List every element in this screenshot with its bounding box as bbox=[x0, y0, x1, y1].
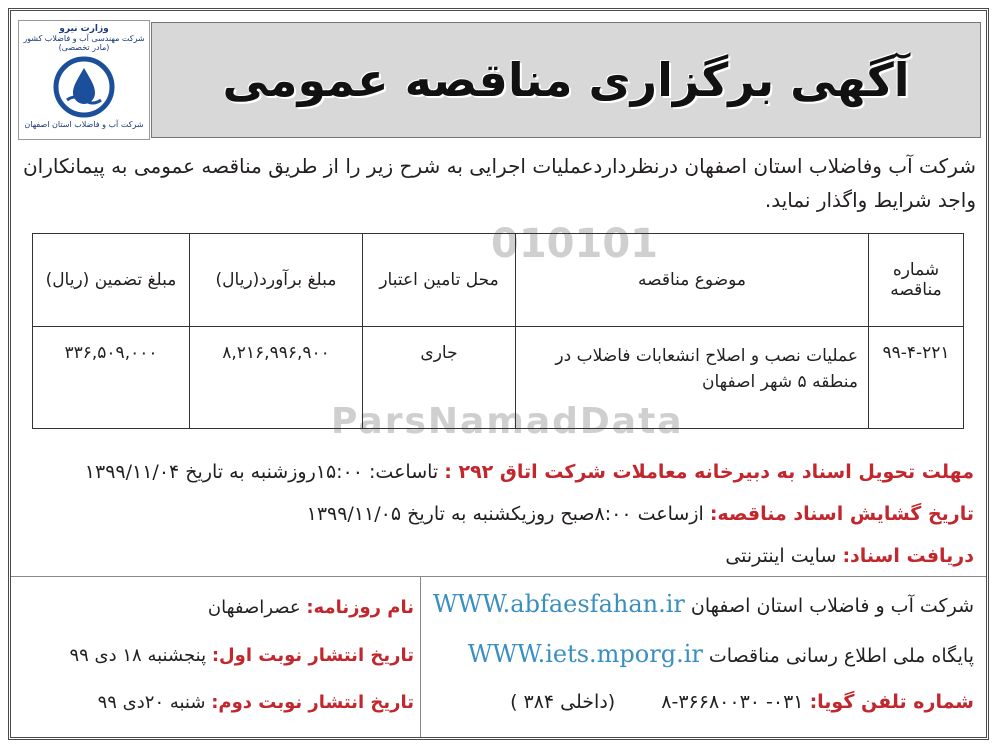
notice-header bbox=[16, 16, 981, 144]
first-publication-date: پنجشنبه ۱۸ دی ۹۹ bbox=[69, 645, 207, 666]
opening-value: ازساعت ۸:۰۰صبح روزیکشنبه به تاریخ ۱۳۹۹/۱۱/۰۵ bbox=[306, 503, 704, 525]
phone-label: شماره تلفن گویا: bbox=[809, 691, 974, 713]
newspaper-name: عصراصفهان bbox=[207, 597, 301, 618]
receive-label: دریافت اسناد: bbox=[842, 545, 974, 567]
site-name-2: پایگاه ملی اطلاع رسانی مناقصات bbox=[708, 645, 974, 667]
receive-line bbox=[725, 541, 974, 571]
second-publication-date: شنبه ۲۰دی ۹۹ bbox=[97, 692, 206, 713]
header-estimate: مبلغ برآورد(ریال) bbox=[190, 234, 363, 327]
header-topic: موضوع مناقصه bbox=[516, 234, 869, 327]
header-funding: محل تامین اعتبار bbox=[363, 234, 516, 327]
watermark-number: 010101 bbox=[491, 221, 658, 267]
logo-ministry: وزارت نیرو bbox=[59, 24, 109, 34]
deadline-value: تاساعت: ۱۵:۰۰روزشنبه به تاریخ ۱۳۹۹/۱۱/۰۴ bbox=[84, 461, 439, 483]
cell-funding: جاری bbox=[363, 327, 516, 429]
logo-parent-company: شرکت مهندسی آب و فاضلاب کشور bbox=[23, 34, 145, 43]
table-header-row bbox=[33, 234, 964, 327]
intro-paragraph: شرکت آب وفاضلاب استان اصفهان درنظرداردعملیات اجرایی به شرح زیر را از طریق مناقصه عمومی به پیمانکاران واجد شرایط واگذار نماید. bbox=[22, 154, 976, 212]
opening-line bbox=[307, 499, 974, 529]
phone-extension: (داخلی ۳۸۴ ) bbox=[510, 691, 616, 713]
second-publication-label: تاریخ انتشار نوبت دوم: bbox=[211, 692, 414, 713]
tender-table bbox=[32, 233, 964, 429]
logo-company-name: شرکت آب و فاضلاب استان اصفهان bbox=[24, 120, 144, 129]
logo-parent-note: (مادر تخصصی) bbox=[58, 43, 110, 52]
site-line-2 bbox=[468, 639, 974, 671]
tender-notice bbox=[8, 8, 989, 740]
receive-value: سایت اینترنتی bbox=[725, 545, 837, 567]
table-row bbox=[33, 327, 964, 429]
cell-guarantee: ۳۳۶,۵۰۹,۰۰۰ bbox=[33, 327, 190, 429]
cell-number: ۹۹-۴-۲۲۱ bbox=[869, 327, 964, 429]
deadline-label: مهلت تحویل اسناد به دبیرخانه معاملات شرکت اتاق ۲۹۲ : bbox=[444, 461, 974, 483]
site-line-1 bbox=[433, 589, 974, 621]
phone-number: ۰۳۱- ۳۶۶۸۰۰۳۰-۸ bbox=[661, 691, 804, 713]
newspaper-label: نام روزنامه: bbox=[306, 597, 414, 618]
cell-estimate: ۸,۲۱۶,۹۹۶,۹۰۰ bbox=[190, 327, 363, 429]
site-url-2[interactable]: WWW.iets.mporg.ir bbox=[467, 640, 703, 668]
opening-label: تاریخ گشایش اسناد مناقصه: bbox=[709, 503, 974, 525]
newspaper-line bbox=[208, 597, 414, 618]
title-banner bbox=[151, 22, 981, 138]
phone-line bbox=[510, 687, 974, 717]
cell-topic: عملیات نصب و اصلاح انشعابات فاضلاب در منطقه ۵ شهر اصفهان bbox=[516, 327, 869, 429]
publication-info bbox=[11, 577, 421, 737]
company-logo bbox=[18, 20, 150, 140]
site-name-1: شرکت آب و فاضلاب استان اصفهان bbox=[690, 595, 974, 617]
watermark-brand: ParsNamadData bbox=[331, 401, 684, 442]
site-url-1[interactable]: WWW.abfaesfahan.ir bbox=[432, 590, 685, 618]
deadline-line bbox=[85, 457, 974, 487]
first-publication-label: تاریخ انتشار نوبت اول: bbox=[211, 645, 414, 666]
notice-title: آگهی برگزاری مناقصه عمومی bbox=[222, 53, 910, 107]
water-drop-icon bbox=[53, 56, 115, 118]
header-guarantee: مبلغ تضمین (ریال) bbox=[33, 234, 190, 327]
second-publication-line bbox=[98, 692, 414, 713]
header-number: شماره مناقصه bbox=[869, 234, 964, 327]
first-publication-line bbox=[69, 645, 414, 666]
